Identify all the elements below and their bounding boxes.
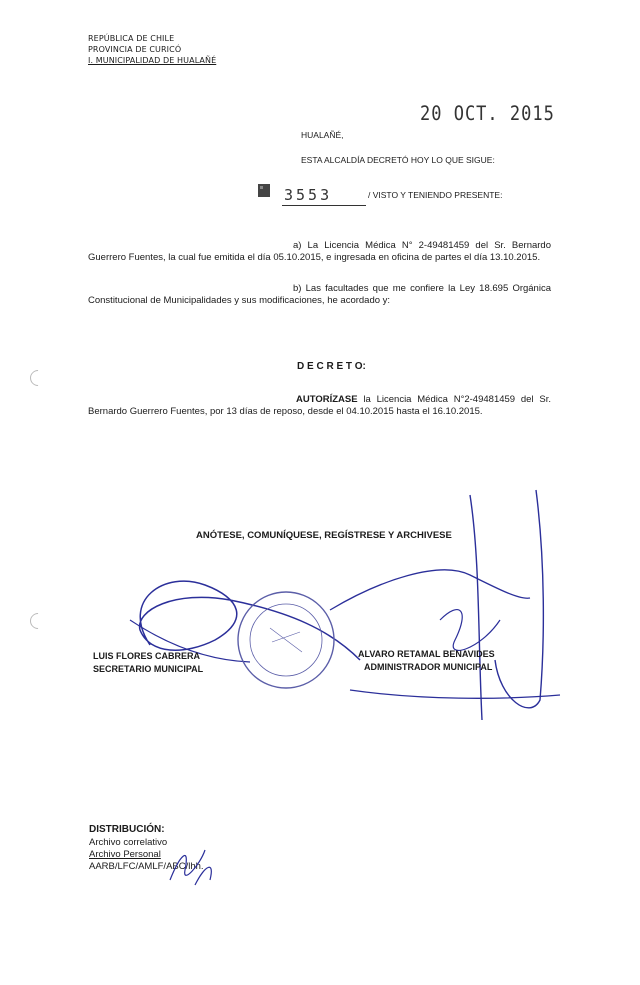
- date-stamp: 20 OCT. 2015: [420, 102, 555, 126]
- visto-label: / VISTO Y TENIENDO PRESENTE:: [368, 190, 503, 200]
- distribution-item: Archivo Personal: [89, 849, 161, 860]
- distribution-item: Archivo correlativo: [89, 837, 168, 848]
- autorizase-paragraph: [88, 394, 551, 418]
- signatory-left-title: SECRETARIO MUNICIPAL: [93, 664, 204, 674]
- decreto-title: D E C R E T O:: [297, 361, 366, 372]
- initials-scribble: [160, 835, 230, 895]
- header-province: PROVINCIA DE CURICÓ: [88, 45, 182, 54]
- autorizase-keyword: AUTORÍZASE: [296, 394, 358, 405]
- point-b: b) Las facultades que me confiere la Ley 18.695 Orgánica Constitucional de Municipalidades y sus modificaciones, he acordado y:: [88, 283, 551, 306]
- distribution-title: DISTRIBUCIÓN:: [89, 824, 165, 835]
- punch-hole: [27, 367, 50, 390]
- distribution-item: AARB/LFC/AMLF/ABC/lhh.: [89, 861, 204, 872]
- decree-number-underline: [282, 205, 366, 206]
- decree-number: 3553: [284, 186, 333, 204]
- autorizase-text: la Licencia Médica N°2-49481459 del Sr. Bernardo Guerrero Fuentes, por 13 días de reposo, desde el 04.10.2015 hasta el 16.10.2015.: [88, 394, 551, 417]
- signatory-right-name: ALVARO RETAMAL BENAVIDES: [358, 649, 495, 659]
- signatory-left-name: LUIS FLORES CABRERA: [93, 651, 201, 661]
- anotese-line: ANÓTESE, COMUNÍQUESE, REGÍSTRESE Y ARCHIVESE: [196, 530, 452, 541]
- barcode-mark: [256, 183, 276, 199]
- header-municipality: I. MUNICIPALIDAD DE HUALAÑÉ: [88, 56, 217, 65]
- decree-intro: ESTA ALCALDÍA DECRETÓ HOY LO QUE SIGUE:: [301, 155, 495, 165]
- point-a: a) La Licencia Médica N° 2-49481459 del Sr. Bernardo Guerrero Fuentes, la cual fue emitida el día 05.10.2015, e ingresada en oficina de partes el día 13.10.2015.: [88, 240, 551, 263]
- place-label: HUALAÑÉ,: [301, 130, 344, 140]
- signatory-right-title: ADMINISTRADOR MUNICIPAL: [364, 662, 493, 672]
- header-country: REPÚBLICA DE CHILE: [88, 34, 175, 43]
- seal-text: [270, 700, 294, 701]
- municipal-seal: [234, 588, 338, 692]
